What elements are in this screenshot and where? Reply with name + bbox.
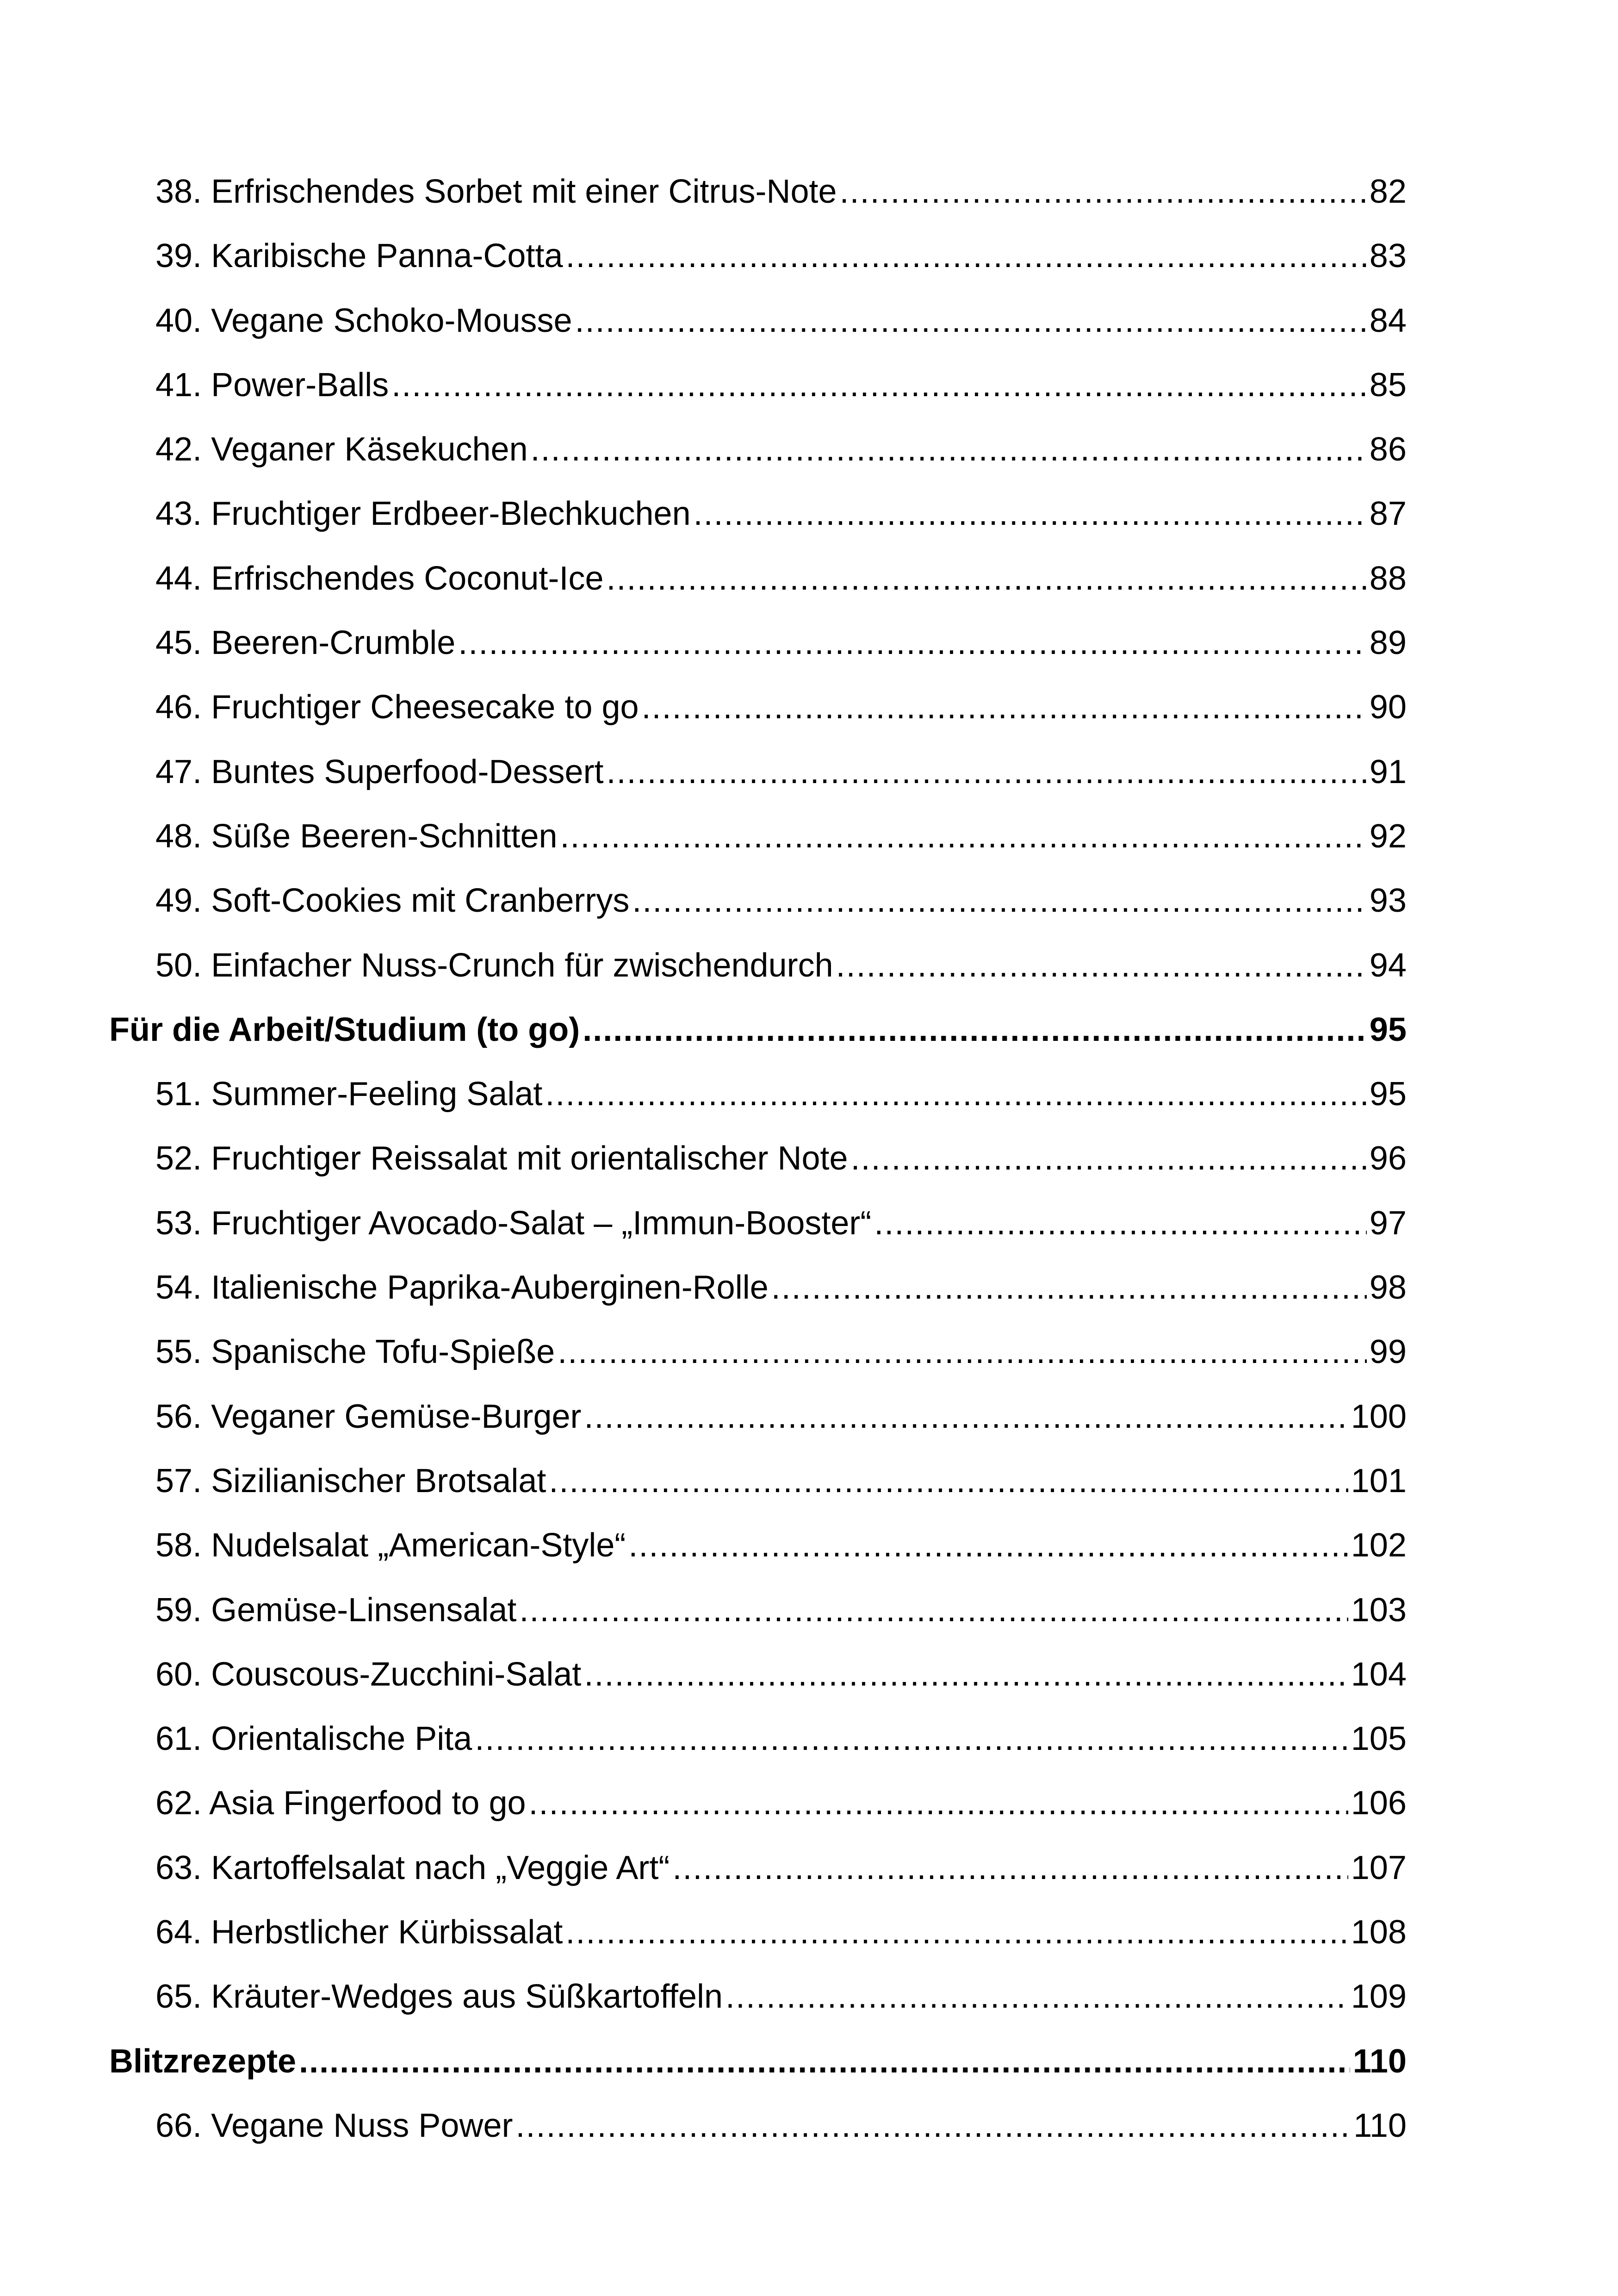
toc-page-number: 94 [1369, 946, 1407, 984]
dot-leader [475, 1707, 1348, 1771]
dot-leader [628, 1513, 1348, 1578]
dot-leader [672, 1836, 1348, 1900]
toc-entry-title: 63. Kartoffelsalat nach „Veggie Art“ [155, 1849, 670, 1886]
toc-row[interactable] [109, 289, 1407, 353]
toc-page-number: 101 [1351, 1462, 1407, 1500]
toc-entry-title: 47. Buntes Superfood-Dessert [155, 753, 604, 790]
dot-leader [391, 353, 1367, 417]
toc-page-number: 103 [1351, 1591, 1407, 1629]
dot-leader [584, 1385, 1348, 1449]
toc-entry-title: 53. Fruchtiger Avocado-Salat – „Immun-Booster“ [155, 1204, 872, 1242]
toc-entry-title: 59. Gemüse-Linsensalat [155, 1591, 517, 1629]
toc-entry-title: 44. Erfrischendes Coconut-Ice [155, 560, 604, 597]
toc-page-number: 100 [1351, 1398, 1407, 1435]
dot-leader [840, 160, 1367, 224]
toc-page-number: 89 [1369, 624, 1407, 662]
toc-row[interactable] [109, 1449, 1407, 1513]
toc-row[interactable] [109, 804, 1407, 869]
toc-page-number: 86 [1369, 431, 1407, 468]
toc-row[interactable] [109, 1256, 1407, 1320]
toc-entry-title: 60. Couscous-Zucchini-Salat [155, 1655, 582, 1693]
toc-page-number: 90 [1369, 689, 1407, 726]
toc-page-number: 105 [1351, 1720, 1407, 1758]
toc-row[interactable] [109, 160, 1407, 224]
toc-page-number: 96 [1369, 1140, 1407, 1177]
toc-row[interactable] [109, 1900, 1407, 1965]
toc-page-number: 110 [1353, 2107, 1407, 2144]
toc-row[interactable] [109, 1771, 1407, 1836]
dot-leader [519, 1578, 1348, 1643]
toc-row[interactable] [109, 1513, 1407, 1578]
toc-row[interactable] [109, 1578, 1407, 1643]
toc-row[interactable] [109, 933, 1407, 998]
toc-page-number: 93 [1369, 882, 1407, 920]
toc-page-number: 102 [1351, 1527, 1407, 1564]
toc-entry-title: 42. Veganer Käsekuchen [155, 431, 528, 468]
toc-page-number: 108 [1351, 1914, 1407, 1951]
dot-leader [558, 1320, 1367, 1384]
toc-entry-title: 43. Fruchtiger Erdbeer-Blechkuchen [155, 495, 691, 533]
toc-page-number: 82 [1369, 173, 1407, 210]
toc-entry-title: 39. Karibische Panna-Cotta [155, 237, 563, 275]
toc-entry-title: 61. Orientalische Pita [155, 1720, 472, 1758]
toc-page-number: 92 [1369, 817, 1407, 855]
toc-page-number: 95 [1369, 1076, 1407, 1113]
toc-row[interactable] [109, 1707, 1407, 1771]
toc-entry-title: 57. Sizilianischer Brotsalat [155, 1462, 546, 1500]
table-of-contents [109, 160, 1407, 2158]
toc-row[interactable] [109, 1385, 1407, 1449]
toc-row[interactable] [109, 482, 1407, 546]
toc-page-number: 88 [1369, 560, 1407, 597]
toc-chapter-row[interactable] [109, 998, 1407, 1062]
dot-leader [458, 611, 1367, 675]
toc-entry-title: 65. Kräuter-Wedges aus Süßkartoffeln [155, 1978, 723, 2016]
toc-page-number: 84 [1369, 302, 1407, 339]
toc-row[interactable] [109, 547, 1407, 611]
dot-leader [642, 675, 1367, 740]
toc-row[interactable] [109, 1320, 1407, 1384]
toc-chapter-row[interactable] [109, 2029, 1407, 2094]
dot-leader [299, 2029, 1350, 2094]
toc-page-number: 97 [1369, 1204, 1407, 1242]
toc-row[interactable] [109, 869, 1407, 933]
dot-leader [516, 2094, 1351, 2158]
dot-leader [836, 933, 1367, 998]
toc-row[interactable] [109, 224, 1407, 288]
toc-entry-title: 58. Nudelsalat „American-Style“ [155, 1527, 626, 1564]
toc-row[interactable] [109, 2094, 1407, 2158]
toc-entry-title: 40. Vegane Schoko-Mousse [155, 302, 572, 339]
toc-page-number: 95 [1369, 1011, 1407, 1048]
dot-leader [771, 1256, 1367, 1320]
toc-page-number: 85 [1369, 366, 1407, 404]
toc-entry-title: 54. Italienische Paprika-Auberginen-Rolle [155, 1269, 769, 1307]
toc-page-number: 104 [1351, 1655, 1407, 1693]
toc-row[interactable] [109, 353, 1407, 417]
dot-leader [575, 289, 1367, 353]
dot-leader [583, 998, 1367, 1062]
toc-row[interactable] [109, 675, 1407, 740]
dot-leader [531, 417, 1367, 482]
toc-entry-title: 45. Beeren-Crumble [155, 624, 456, 662]
dot-leader [632, 869, 1367, 933]
dot-leader [607, 740, 1367, 804]
toc-page-number: 87 [1369, 495, 1407, 533]
toc-page-number: 107 [1351, 1849, 1407, 1886]
toc-row[interactable] [109, 1191, 1407, 1256]
toc-entry-title: 38. Erfrischendes Sorbet mit einer Citrus-Note [155, 173, 837, 210]
toc-entry-title: 51. Summer-Feeling Salat [155, 1076, 543, 1113]
dot-leader [545, 1062, 1367, 1126]
toc-page-number: 99 [1369, 1333, 1407, 1371]
toc-row[interactable] [109, 417, 1407, 482]
toc-row[interactable] [109, 1062, 1407, 1126]
toc-page-number: 83 [1369, 237, 1407, 275]
toc-entry-title: 64. Herbstlicher Kürbissalat [155, 1914, 563, 1951]
toc-entry-title: 48. Süße Beeren-Schnitten [155, 817, 558, 855]
toc-page-number: 109 [1351, 1978, 1407, 2016]
toc-row[interactable] [109, 740, 1407, 804]
toc-row[interactable] [109, 611, 1407, 675]
toc-row[interactable] [109, 1836, 1407, 1900]
toc-entry-title: 55. Spanische Tofu-Spieße [155, 1333, 555, 1371]
toc-entry-title: 56. Veganer Gemüse-Burger [155, 1398, 582, 1435]
toc-entry-title: 49. Soft-Cookies mit Cranberrys [155, 882, 630, 920]
toc-page-number: 106 [1351, 1785, 1407, 1822]
toc-row[interactable] [109, 1965, 1407, 2029]
dot-leader [874, 1191, 1367, 1256]
dot-leader [694, 482, 1367, 546]
toc-chapter-title: Blitzrezepte [109, 2042, 297, 2080]
toc-entry-title: 52. Fruchtiger Reissalat mit orientalischer Note [155, 1140, 848, 1177]
toc-page-number: 91 [1369, 753, 1407, 790]
toc-page-number: 98 [1369, 1269, 1407, 1307]
toc-row[interactable] [109, 1643, 1407, 1707]
toc-entry-title: 46. Fruchtiger Cheesecake to go [155, 689, 639, 726]
toc-row[interactable] [109, 1126, 1407, 1191]
dot-leader [725, 1965, 1348, 2029]
toc-chapter-title: Für die Arbeit/Studium (to go) [109, 1011, 580, 1048]
dot-leader [606, 547, 1366, 611]
toc-entry-title: 66. Vegane Nuss Power [155, 2107, 513, 2144]
toc-entry-title: 50. Einfacher Nuss-Crunch für zwischendurch [155, 946, 833, 984]
dot-leader [566, 224, 1367, 288]
dot-leader [560, 804, 1367, 869]
dot-leader [529, 1771, 1348, 1836]
toc-entry-title: 41. Power-Balls [155, 366, 389, 404]
dot-leader [584, 1643, 1348, 1707]
toc-entry-title: 62. Asia Fingerfood to go [155, 1785, 526, 1822]
dot-leader [549, 1449, 1348, 1513]
dot-leader [565, 1900, 1348, 1965]
toc-page-number: 110 [1352, 2042, 1407, 2080]
dot-leader [851, 1126, 1367, 1191]
